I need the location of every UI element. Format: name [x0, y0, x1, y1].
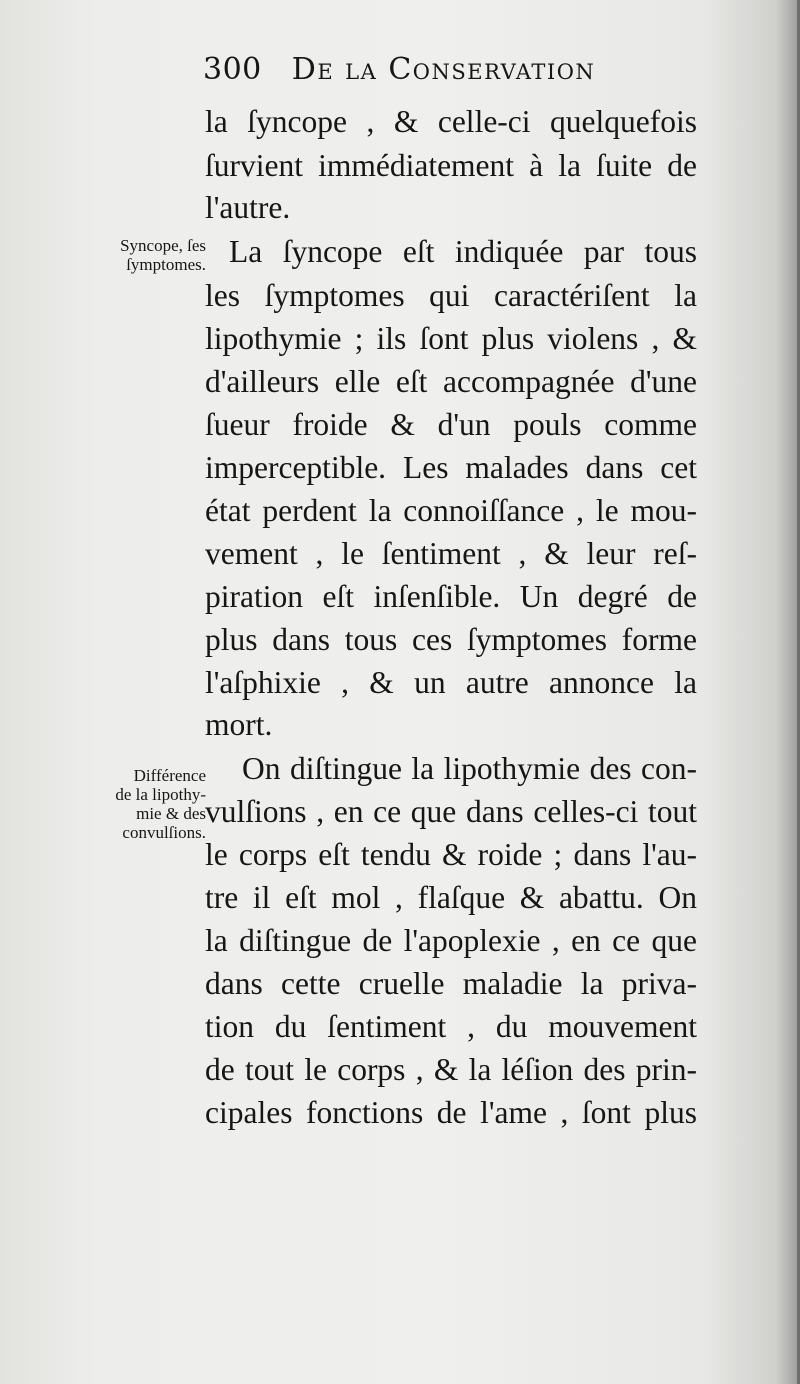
- body-line: cipales fonctions de l'ame , ſont plus: [205, 1095, 697, 1130]
- body-line: tre il eſt mol , flaſque & abattu. On: [205, 880, 697, 915]
- body-line: de tout le corps , & la léſion des prin-: [205, 1052, 697, 1087]
- margin-note-line: convulſions.: [122, 823, 206, 842]
- body-line: la diſtingue de l'apoplexie , en ce que: [205, 923, 697, 958]
- margin-note-line: mie & des: [136, 804, 206, 823]
- body-line: la ſyncope , & celle-ci quelquefois: [205, 104, 697, 139]
- body-line: les ſymptomes qui caractériſent la: [205, 278, 697, 313]
- body-line: ſueur froide & d'un pouls comme: [205, 407, 697, 442]
- margin-note-line: de la lipothy-: [115, 785, 206, 804]
- body-line: vement , le ſentiment , & leur reſ-: [205, 536, 697, 571]
- body-line: piration eſt inſenſible. Un degré de: [205, 579, 697, 614]
- margin-note-syncope: [60, 236, 206, 274]
- running-head: [203, 52, 673, 92]
- margin-note-line: Différence: [133, 766, 206, 785]
- body-line: vulſions , en ce que dans celles-ci tout: [205, 794, 697, 829]
- margin-note-difference: [60, 766, 206, 842]
- body-line: d'ailleurs elle eſt accompagnée d'une: [205, 364, 697, 399]
- body-line: le corps eſt tendu & roide ; dans l'au-: [205, 837, 697, 872]
- body-line: l'aſphixie , & un autre annonce la: [205, 665, 697, 700]
- body-line: tion du ſentiment , du mouvement: [205, 1009, 697, 1044]
- margin-note-line: ſymptomes.: [126, 255, 206, 274]
- body-line: état perdent la connoiſſance , le mou-: [205, 493, 697, 528]
- body-line: On diſtingue la lipothymie des con-: [242, 751, 697, 786]
- body-line: La ſyncope eſt indiquée par tous: [229, 234, 697, 269]
- body-line: l'autre.: [205, 190, 291, 225]
- running-title: De la Conservation: [291, 52, 596, 87]
- body-line: imperceptible. Les malades dans cet: [205, 450, 697, 485]
- body-line: lipothymie ; ils ſont plus violens , &: [205, 321, 697, 356]
- body-line: mort.: [205, 707, 273, 742]
- page-number: 300: [203, 52, 262, 87]
- body-line: plus dans tous ces ſymptomes forme: [205, 622, 697, 657]
- body-line: ſurvient immédiatement à la ſuite de: [205, 148, 697, 183]
- body-line: dans cette cruelle maladie la priva-: [205, 966, 697, 1001]
- margin-note-line: Syncope, ſes: [120, 236, 206, 255]
